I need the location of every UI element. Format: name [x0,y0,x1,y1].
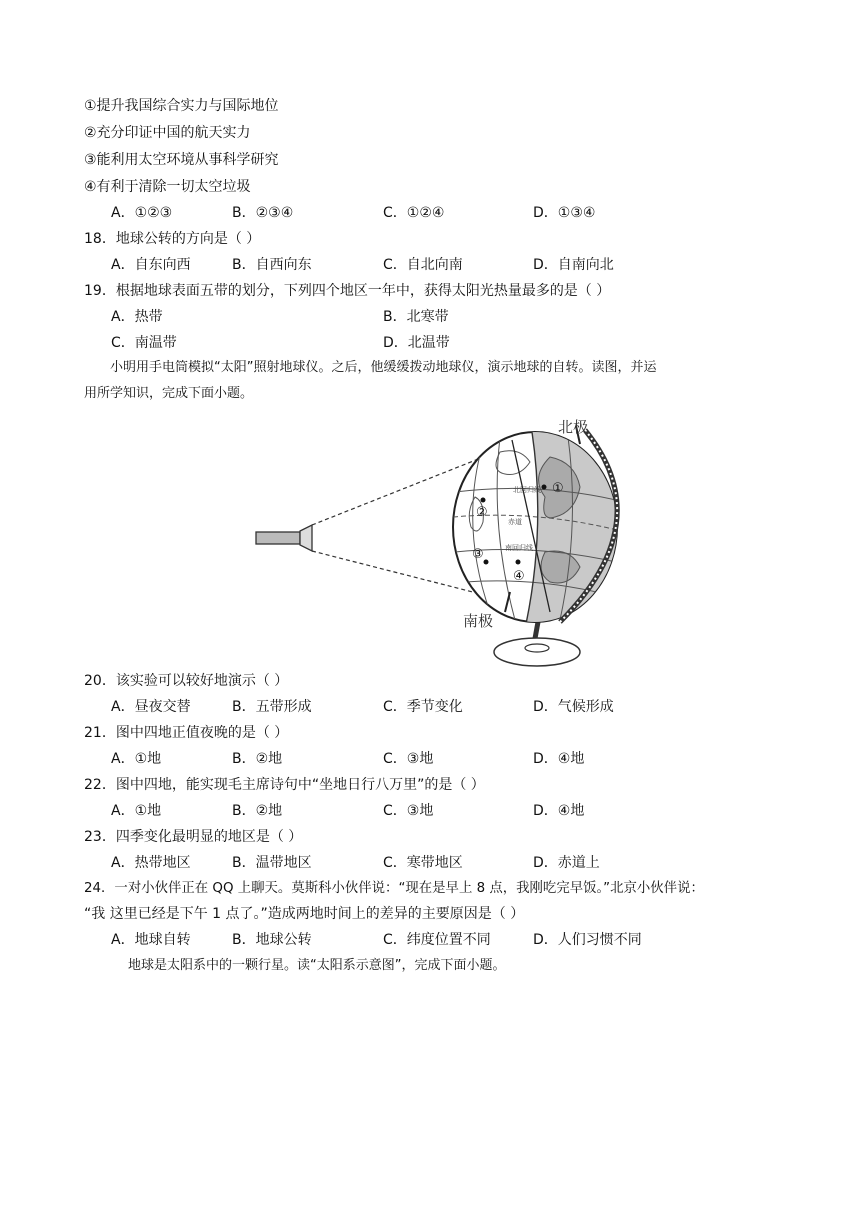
q21-option-d[interactable]: D．④地 [533,751,585,767]
intro-paragraph-1 [84,355,784,381]
marker-1: ① [552,481,564,496]
q20-option-b[interactable]: B．五带形成 [232,699,312,715]
statement-3: ③能利用太空环境从事科学研究 [84,152,279,168]
q21-option-a[interactable]: A．①地 [111,751,162,767]
q17-option-c[interactable]: C．①②④ [383,205,445,221]
north-pole-label: 北极 [558,418,589,436]
q20-option-d[interactable]: D．气候形成 [533,699,614,715]
south-pole-label: 南极 [463,612,494,630]
statement-4: ④有利于清除一切太空垃圾 [84,179,251,195]
q18-option-c[interactable]: C．自北向南 [383,257,463,273]
q24-option-c[interactable]: C．纬度位置不同 [383,932,491,948]
q18-option-d[interactable]: D．自南向北 [533,257,614,273]
marker-4: ④ [513,569,525,584]
intro-line-1: 小明用手电筒模拟“太阳”照射地球仪。之后，他缓缓拨动地球仪，演示地球的自转。读图，并运 [110,360,657,375]
band-label-tropic-north: 北回归线 [513,486,541,494]
q18-option-a[interactable]: A．自东向西 [111,257,191,273]
q19-option-c[interactable]: C．南温带 [111,335,177,351]
intro-paragraph-2: 地球是太阳系中的一颗行星。读“太阳系示意图”，完成下面小题。 [128,958,506,973]
q23-option-a[interactable]: A．热带地区 [111,855,191,871]
q22-option-a[interactable]: A．①地 [111,803,162,819]
q21-option-c[interactable]: C．③地 [383,751,434,767]
q17-option-d[interactable]: D．①③④ [533,205,596,221]
q20-option-a[interactable]: A．昼夜交替 [111,699,191,715]
statement-1: ①提升我国综合实力与国际地位 [84,98,279,114]
q21-option-b[interactable]: B．②地 [232,751,283,767]
point-2 [481,498,486,503]
q22-option-c[interactable]: C．③地 [383,803,434,819]
q17-option-a[interactable]: A．①②③ [111,205,173,221]
q24-option-b[interactable]: B．地球公转 [232,932,312,948]
q22-option-b[interactable]: B．②地 [232,803,283,819]
q23-option-b[interactable]: B．温带地区 [232,855,312,871]
q20-option-c[interactable]: C．季节变化 [383,699,463,715]
q19-option-b[interactable]: B．北寒带 [383,309,449,325]
q19-option-a[interactable]: A．热带 [111,309,163,325]
q22-stem: 22．图中四地，能实现毛主席诗句中“坐地日行八万里”的是（ ） [84,777,485,793]
q18-stem: 18．地球公转的方向是（ ） [84,231,261,247]
q24-stem-line-2: “我 这里已经是下午 1 点了。”造成两地时间上的差异的主要原因是（ ） [84,906,525,922]
intro-line-2: 用所学知识，完成下面小题。 [84,386,254,401]
globe-stand [494,622,580,666]
band-label-tropic-south: 南回归线 [505,544,533,552]
q23-option-c[interactable]: C．寒带地区 [383,855,463,871]
q24-stem-line-1: 24．一对小伙伴正在 QQ 上聊天。莫斯科小伙伴说：“现在是早上 8 点，我刚吃完早饭。”北京小伙伴说： [84,881,704,896]
marker-2: ② [476,505,488,520]
q20-stem: 20．该实验可以较好地演示（ ） [84,673,289,689]
q22-option-d[interactable]: D．④地 [533,803,585,819]
intro-paragraph-1-cont [84,381,784,407]
band-label-equator: 赤道 [508,518,522,526]
point-1 [542,485,547,490]
statement-2: ②充分印证中国的航天实力 [84,125,251,141]
q24-option-d[interactable]: D．人们习惯不同 [533,932,642,948]
q18-option-b[interactable]: B．自西向东 [232,257,312,273]
marker-3: ③ [472,547,484,562]
point-3 [484,560,489,565]
q24-option-a[interactable]: A．地球自转 [111,932,191,948]
q19-stem: 19．根据地球表面五带的划分，下列四个地区一年中，获得太阳光热量最多的是（ ） [84,283,611,299]
q23-option-d[interactable]: D．赤道上 [533,855,600,871]
flashlight-icon [256,525,312,551]
point-4 [516,560,521,565]
q23-stem: 23．四季变化最明显的地区是（ ） [84,829,303,845]
q17-option-b[interactable]: B．②③④ [232,205,294,221]
q21-stem: 21．图中四地正值夜晚的是（ ） [84,725,289,741]
q19-option-d[interactable]: D．北温带 [383,335,450,351]
globe-figure [250,412,650,672]
globe [453,426,630,624]
